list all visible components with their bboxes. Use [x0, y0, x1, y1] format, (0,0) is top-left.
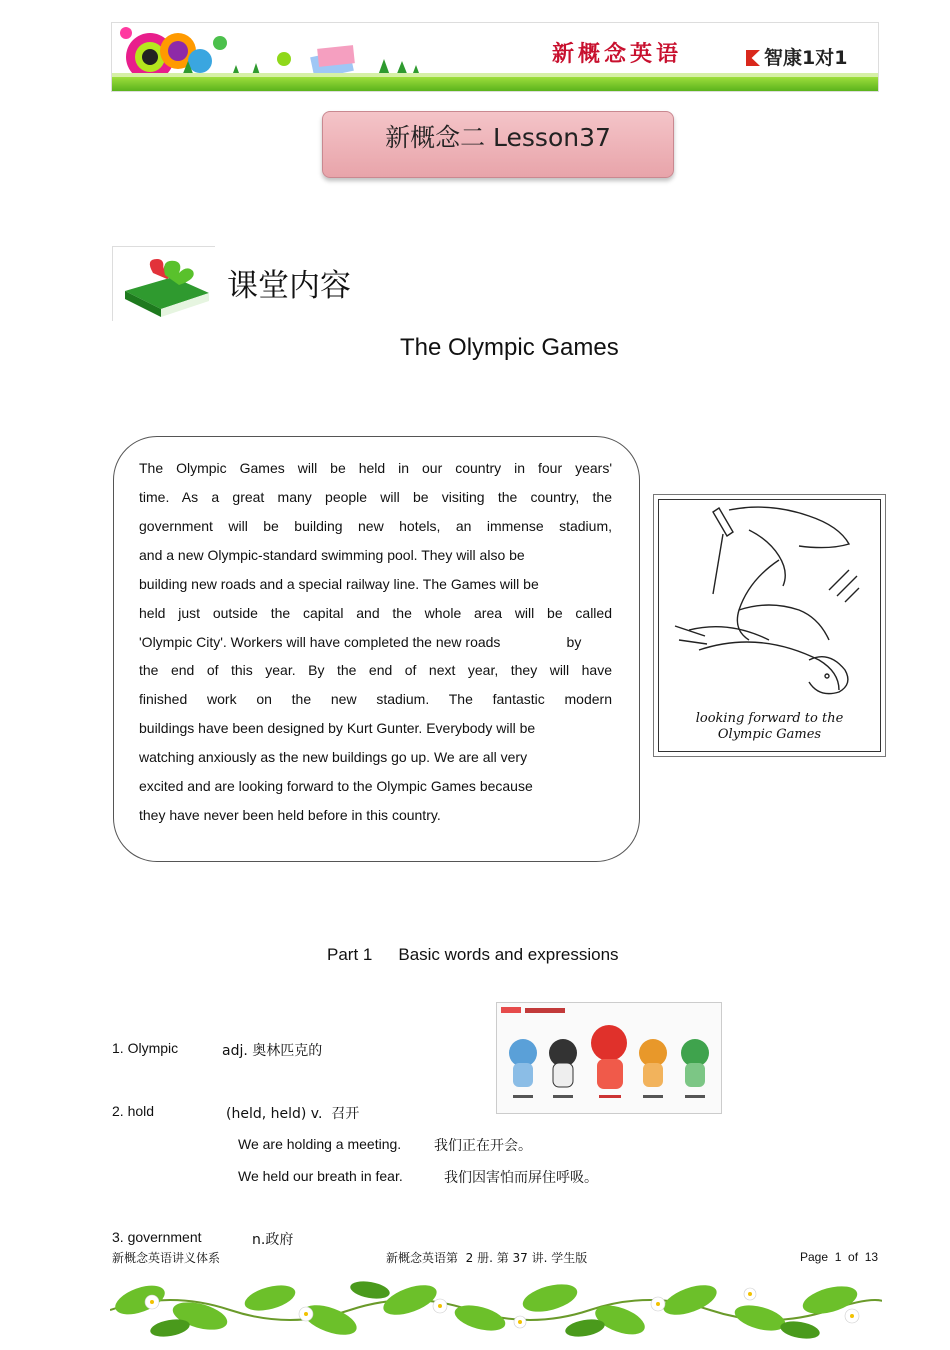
passage-line: The Olympic Games will be held in our country in four years' — [139, 460, 612, 476]
passage-line: they have never been held before in this country. — [139, 807, 441, 823]
lesson-title: 新概念二 Lesson37 — [322, 111, 674, 178]
example-sentence-zh: 我们因害怕而屏住呼吸。 — [444, 1170, 598, 1186]
passage-line: and a new Olympic-standard swimming pool. They will also be — [139, 547, 525, 563]
banner-title: 新概念英语 — [552, 42, 683, 67]
brand-name: 智康1对1 — [764, 47, 848, 69]
example-sentence-en: We held our breath in fear. — [238, 1168, 403, 1184]
passage-line: excited and are looking forward to the Olympic Games because — [139, 778, 533, 794]
vocab-number: 2. — [112, 1103, 124, 1119]
passage-line: government will be building new hotels, an immense stadium, — [139, 518, 612, 534]
header-banner — [111, 22, 879, 92]
olympic-mascots-image — [496, 1002, 722, 1114]
passage-line: 'Olympic City'. Workers will have completed the new roads by — [139, 634, 582, 650]
passage-line: finished work on the new stadium. The fantastic modern — [139, 691, 612, 707]
vocab-item-3 — [112, 1229, 202, 1245]
passage-line: time. As a great many people will be visiting the country, the — [139, 489, 612, 505]
passage-line: the end of this year. By the end of next year, they will have — [139, 662, 612, 678]
passage-line: held just outside the capital and the whole area will be called — [139, 605, 612, 621]
part-number: Part 1 — [327, 945, 373, 964]
book-icon — [112, 246, 215, 321]
cartoon-illustration — [653, 494, 886, 757]
mascots-icon — [497, 1003, 721, 1113]
caption-line: looking forward to the — [695, 711, 844, 726]
vocab-item-2 — [112, 1103, 154, 1119]
vocab-word: hold — [127, 1103, 155, 1119]
page-number: Page 1 of 13 — [800, 1250, 879, 1264]
vocab-word: government — [127, 1229, 202, 1245]
example-sentence-en: We are holding a meeting. — [238, 1136, 402, 1152]
part-title: Basic words and expressions — [398, 945, 619, 964]
passage-line: building new roads and a special railway line. The Games will be — [139, 576, 539, 592]
torch-runner-sketch-icon — [659, 500, 882, 700]
section-heading: 课堂内容 — [227, 268, 351, 304]
cartoon-frame — [658, 499, 881, 752]
footer-vine-decoration — [110, 1270, 882, 1345]
vocab-word: Olympic — [127, 1040, 179, 1056]
vocab-number: 1. — [112, 1040, 124, 1056]
example-sentence-zh: 我们正在开会。 — [434, 1138, 532, 1154]
green-book-icon — [113, 247, 215, 321]
caption-line: Olympic Games — [717, 727, 822, 742]
banner-grass — [112, 77, 878, 91]
brand-logo — [746, 43, 847, 70]
leaf-vine-icon — [110, 1270, 882, 1345]
part-heading — [327, 945, 619, 965]
text-title: The Olympic Games — [400, 334, 619, 361]
footer-series: 新概念英语讲义体系 — [112, 1251, 221, 1265]
brand-mark-icon — [746, 50, 760, 66]
cartoon-caption — [659, 711, 880, 743]
vocab-number: 3. — [112, 1229, 124, 1245]
passage-line: watching anxiously as the new buildings go up. We are all very — [139, 749, 528, 765]
vocab-definition: (held, held) v. 召开 — [226, 1106, 360, 1122]
vocab-definition: n.政府 — [252, 1232, 294, 1248]
passage-line: buildings have been designed by Kurt Gunter. Everybody will be — [139, 720, 536, 736]
vocab-item-1 — [112, 1040, 178, 1056]
vocab-definition: adj. 奥林匹克的 — [222, 1043, 323, 1059]
footer-course: 新概念英语第 2 册. 第 37 讲. 学生版 — [386, 1251, 588, 1265]
